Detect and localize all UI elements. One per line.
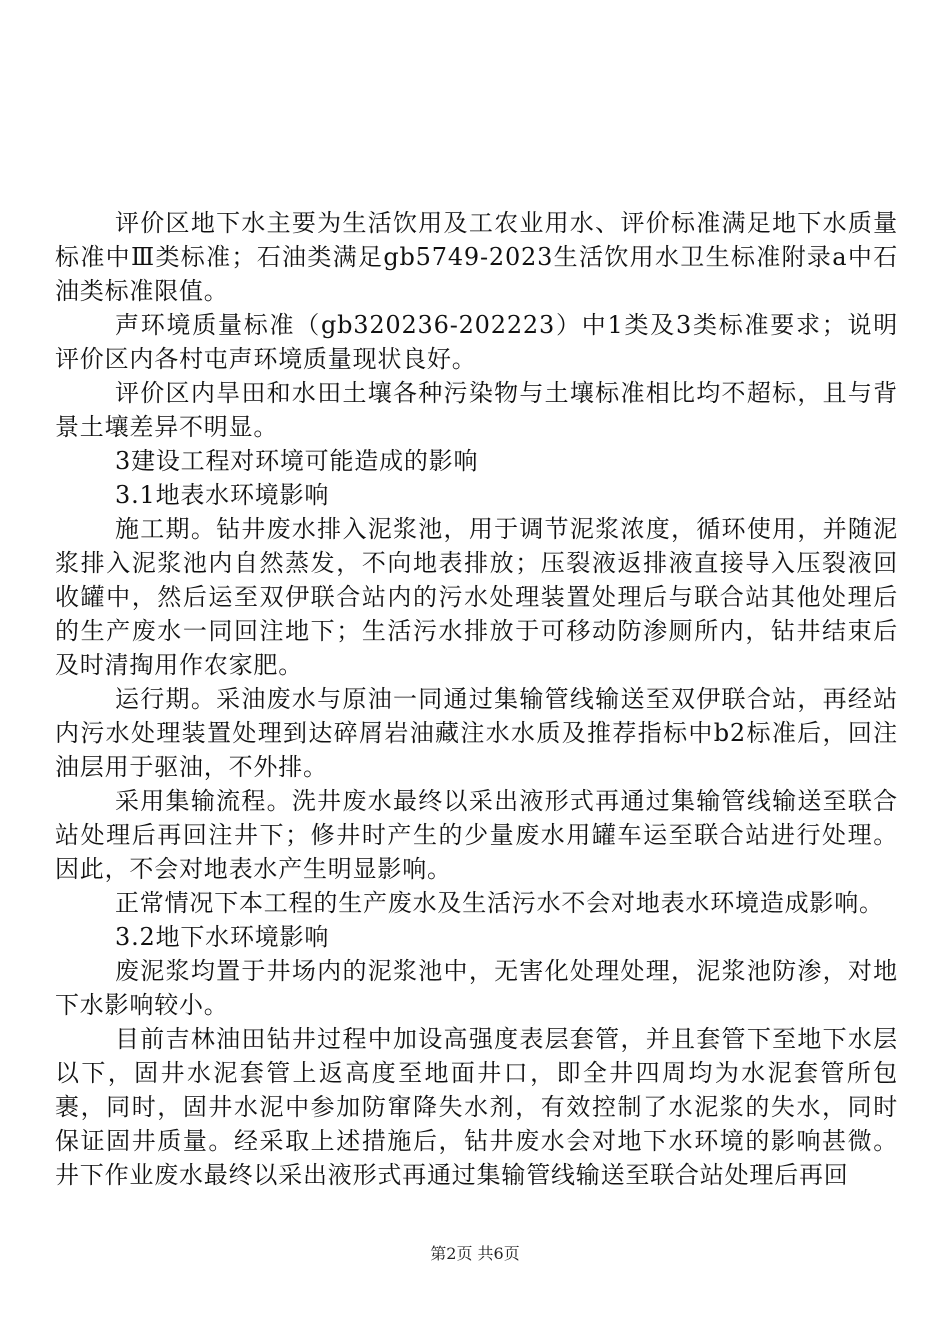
document-body xyxy=(0,206,950,1192)
paragraph-surface-water-conclusion: 正常情况下本工程的生产废水及生活污水不会对地表水环境造成影响。 xyxy=(115,889,884,917)
section-heading-3: 3建设工程对环境可能造成的影响 xyxy=(115,447,479,475)
section-heading-3-2: 3.2地下水环境影响 xyxy=(115,923,330,951)
paragraph-operation-period: 运行期。采油废水与原油一同通过集输管线输送至双伊联合站，再经站内污水处理装置处理到达碎屑岩油藏注水水质及推荐指标中b2标准后，回注油层用于驱油，不外排。 xyxy=(55,685,898,781)
page-number-footer: 第2页 共6页 xyxy=(430,1244,520,1263)
paragraph-construction-period: 施工期。钻井废水排入泥浆池，用于调节泥浆浓度，循环使用，并随泥浆排入泥浆池内自然蒸发，不向地表排放；压裂液返排液直接导入压裂液回收罐中，然后运至双伊联合站内的污水处理装置处理后与联合站其他处理后的生产废水一同回注地下；生活污水排放于可移动防渗厕所内，钻井结束后及时清掏用作农家肥。 xyxy=(55,515,898,679)
paragraph-groundwater-standard: 评价区地下水主要为生活饮用及工农业用水、评价标准满足地下水质量标准中Ⅲ类标准；石油类满足gb5749-2023生活饮用水卫生标准附录a中石油类标准限值。 xyxy=(55,209,898,305)
section-heading-3-1: 3.1地表水环境影响 xyxy=(115,481,330,509)
paragraph-soil-quality: 评价区内旱田和水田土壤各种污染物与土壤标准相比均不超标，且与背景土壤差异不明显。 xyxy=(55,379,898,441)
paragraph-casing-measures: 目前吉林油田钻井过程中加设高强度表层套管，并且套管下至地下水层以下，固井水泥套管上返高度至地面井口，即全井四周均为水泥套管所包裹，同时，固井水泥中参加防窜降失水剂，有效控制了水泥浆的失水，同时保证固井质量。经采取上述措施后，钻井废水会对地下水环境的影响甚微。井下作业废水最终以采出液形式再通过集输管线输送至联合站处理后再回 xyxy=(55,1025,898,1189)
paragraph-gathering-process: 采用集输流程。洗井废水最终以采出液形式再通过集输管线输送至联合站处理后再回注井下；修井时产生的少量废水用罐车运至联合站进行处理。因此，不会对地表水产生明显影响。 xyxy=(55,787,898,883)
paragraph-mud-pit: 废泥浆均置于井场内的泥浆池中，无害化处理处理，泥浆池防渗，对地下水影响较小。 xyxy=(55,957,898,1019)
paragraph-noise-standard: 声环境质量标准（gb320236-202223）中1类及3类标准要求；说明评价区内各村屯声环境质量现状良好。 xyxy=(55,311,898,373)
